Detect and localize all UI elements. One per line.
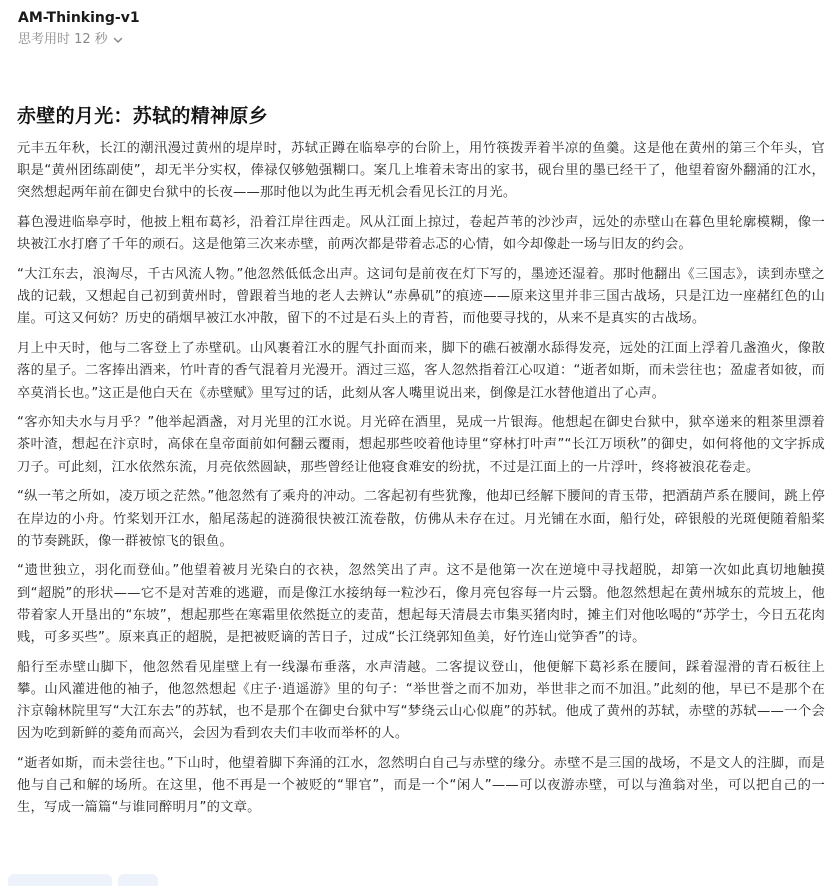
- bottom-action-bar: [8, 874, 158, 886]
- response-article: [17, 103, 825, 827]
- thinking-toggle[interactable]: [18, 30, 140, 50]
- article-paragraph: “遗世独立，羽化而登仙。”他望着被月光染白的衣袂，忽然笑出了声。这不是他第一次在逆境中寻找超脱，却第一次如此真切地触摸到“超脱”的形状——它不是对苦难的逃避，而是像江水接纳每一粒沙石，像月亮包容每一片云翳。他忽然想起在黄州城东的荒坡上，他带着家人开垦出的“东坡”，想起那些在寒霜里依然挺立的麦苗，想起每天清晨去市集买猪肉时，摊主们对他吆喝的“苏学士，今日五花肉贱，可多买些”。原来真正的超脱，是把被贬谪的苦日子，过成“长江绕郭知鱼美，好竹连山觉笋香”的诗。: [17, 563, 825, 646]
- chevron-down-icon: [112, 34, 124, 46]
- model-name: AM-Thinking-v1: [18, 10, 140, 26]
- article-paragraph: 船行至赤壁山脚下，他忽然看见崖壁上有一线瀑布垂落，水声清越。二客提议登山，他便解下葛衫系在腰间，踩着湿滑的青石板往上攀。山风灌进他的袖子，他忽然想起《庄子·逍遥游》里的句子：“举世誉之而不加劝，举世非之而不加沮。”此刻的他，早已不是那个在汴京翰林院里写“大江东去”的苏轼，也不是那个在御史台狱中写“梦绕云山心似鹿”的苏轼。他成了黄州的苏轼，赤壁的苏轼——一个会因为吃到新鲜的菱角而高兴，会因为看到农夫们丰收而举杯的人。: [17, 659, 825, 742]
- bottom-action-chip[interactable]: [118, 874, 158, 886]
- article-paragraph: “客亦知夫水与月乎？”他举起酒盏，对月光里的江水说。月光碎在酒里，晃成一片银海。他想起在御史台狱中，狱卒递来的粗茶里漂着茶叶渣，想起在汴京时，高俅在皇帝面前如何翻云覆雨，想起那些咬着他诗里“穿林打叶声”“长江万顷秋”的御史，如何将他的文字拆成刀子。可此刻，江水依然东流，月亮依然圆缺，那些曾经让他寝食难安的纷扰，不过是江面上的一片浮叶，终将被浪花卷走。: [17, 415, 825, 475]
- article-paragraph: “纵一苇之所如，凌万顷之茫然。”他忽然有了乘舟的冲动。二客起初有些犹豫，他却已经解下腰间的青玉带，把酒葫芦系在腰间，跳上停在岸边的小舟。竹桨划开江水，船尾荡起的涟漪很快被江流卷散，仿佛从未存在过。月光铺在水面，船行处，碎银般的光斑便随着船桨的节奏跳跃，像一群被惊飞的银鱼。: [17, 489, 825, 549]
- article-paragraph: 元丰五年秋，长江的潮汛漫过黄州的堤岸时，苏轼正蹲在临皋亭的台阶上，用竹筷拨弄着半凉的鱼羹。这是他在黄州的第三个年头，官职是“黄州团练副使”，却无半分实权，俸禄仅够勉强糊口。案几上堆着未寄出的家书，砚台里的墨已经干了，他望着窗外翻涌的江水，突然想起两年前在御史台狱中的长夜——那时他以为此生再无机会看见长江的月光。: [17, 141, 825, 201]
- bottom-action-chip[interactable]: [8, 874, 112, 886]
- thinking-duration-label: 思考用时 12 秒: [18, 32, 108, 47]
- article-paragraph: “大江东去，浪淘尽，千古风流人物。”他忽然低低念出声。这词句是前夜在灯下写的，墨迹还湿着。那时他翻出《三国志》，读到赤壁之战的记载，又想起自己初到黄州时，曾跟着当地的老人去辨认“赤鼻矶”的痕迹——原来这里并非三国古战场，只是江边一座赭红色的山崖。可这又何妨？历史的硝烟早被江水冲散，留下的不过是石头上的青苔，而他要寻找的，从来不是真实的古战场。: [17, 267, 825, 327]
- article-paragraph: 月上中天时，他与二客登上了赤壁矶。山风裹着江水的腥气扑面而来，脚下的礁石被潮水舔得发亮，远处的江面上浮着几盏渔火，像散落的星子。二客捧出酒来，竹叶青的香气混着月光漫开。酒过三巡，客人忽然指着江心叹道：“逝者如斯，而未尝往也；盈虚者如彼，而卒莫消长也。”这正是他白天在《赤壁赋》里写过的话，此刻从客人嘴里说出来，倒像是江水替他道出了心声。: [17, 341, 825, 401]
- article-title: 赤壁的月光：苏轼的精神原乡: [17, 105, 268, 127]
- article-paragraph: “逝者如斯，而未尝往也。”下山时，他望着脚下奔涌的江水，忽然明白自己与赤壁的缘分。赤壁不是三国的战场，不是文人的注脚，而是他与自己和解的场所。在这里，他不再是一个被贬的“罪官”，而是一个“闲人”——可以夜游赤壁，可以与渔翁对坐，可以把自己的一生，写成一篇篇“与谁同醉明月”的文章。: [17, 756, 825, 816]
- article-paragraph: 暮色漫进临皋亭时，他披上粗布葛衫，沿着江岸往西走。风从江面上掠过，卷起芦苇的沙沙声，远处的赤壁山在暮色里轮廓模糊，像一块被江水打磨了千年的顽石。这是他第三次来赤壁，前两次都是带着忐忑的心情，如今却像赴一场与旧友的约会。: [17, 215, 825, 253]
- response-header: [18, 8, 140, 50]
